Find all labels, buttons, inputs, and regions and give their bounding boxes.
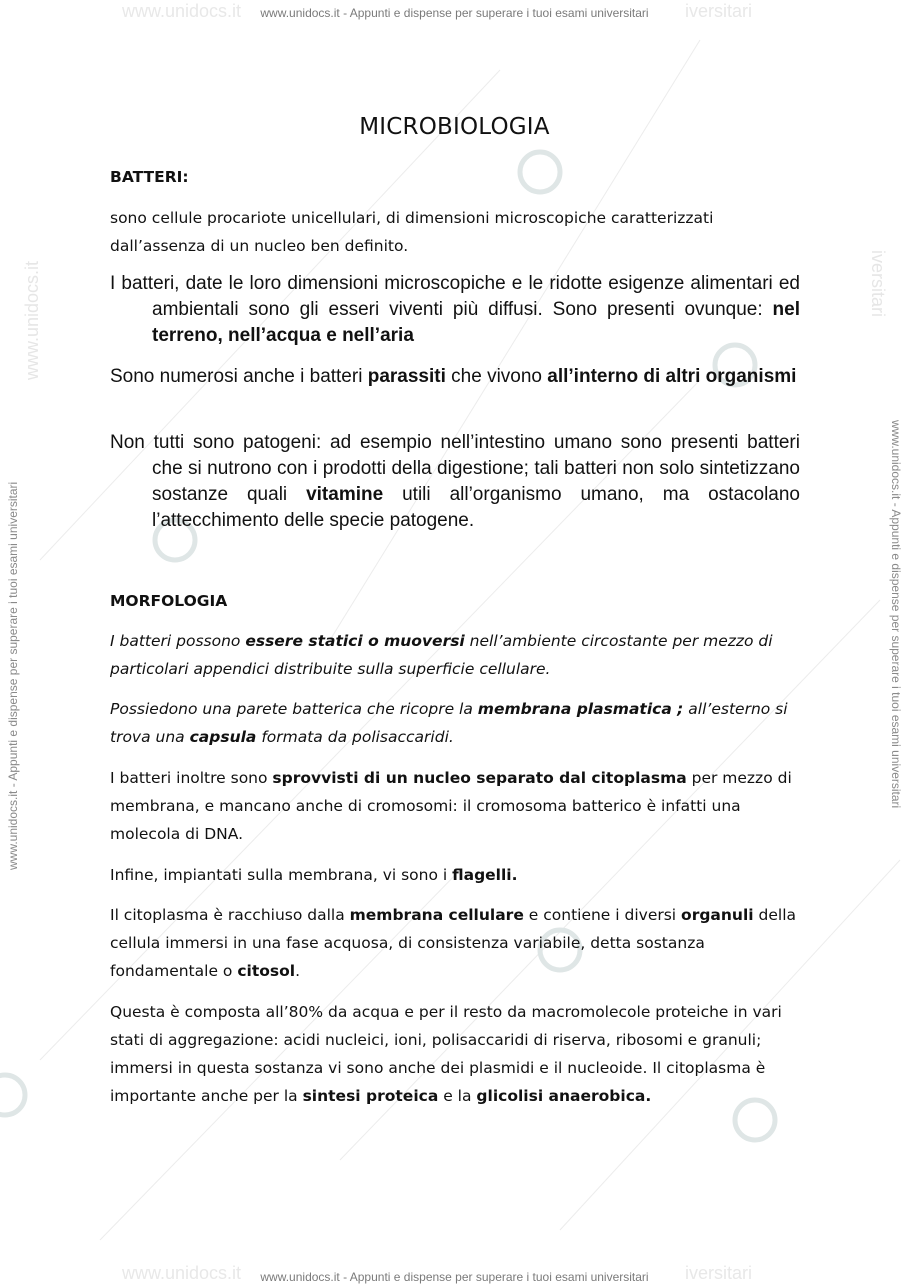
- watermark-ghost-site: www.unidocs.it: [122, 1263, 242, 1283]
- paragraph-citoplasma: Il citoplasma è racchiuso dalla membrana cellulare e contiene i diversi organuli della cellula immersi in una fase acquosa, di consistenza variabile, detta sostanza fondamentale o citosol.: [110, 906, 797, 980]
- paragraph-diffusione: I batteri, date le loro dimensioni microscopiche e le ridotte esigenze alimentari ed ambientali sono gli esseri viventi più diffusi. Sono presenti ovunque: nel terreno, nell’acqua e nell’aria: [110, 273, 800, 346]
- paragraph-patogeni: Non tutti sono patogeni: ad esempio nell’intestino umano sono presenti batteri che si nutrono con i prodotti della digestione; tali batteri non solo sintetizzano sostanze quali vitamine utili all’organismo umano, ma ostacolano l’attecchimento delle specie patogene.: [110, 432, 800, 531]
- paragraph-composizione: Questa è composta all’80% da acqua e per il resto da macromolecole proteiche in vari stati di aggregazione: acidi nucleici, ioni, polisaccaridi di riserva, ribosomi e granuli; immersi in questa sostanza vi sono anche dei plasmidi e il nucleoide. Il citoplasma è importante anche per la sintesi proteica e la glicolisi anaerobica.: [110, 1003, 782, 1105]
- paragraph-nucleo: I batteri inoltre sono sprovvisti di un nucleo separato dal citoplasma per mezzo di membrana, e mancano anche di cromosomi: il cromosoma batterico è infatti una molecola di DNA.: [110, 769, 792, 843]
- watermark-left-vertical: www.unidocs.it - Appunti e dispense per superare i tuoi esami universitari: [6, 481, 20, 870]
- paragraph-flagelli: Infine, impiantati sulla membrana, vi sono i flagelli.: [110, 866, 518, 884]
- watermark-logo-icon: [0, 1075, 25, 1115]
- watermark-ghost-vertical: iversitari: [868, 250, 888, 318]
- section-heading-morfologia: MORFOLOGIA: [110, 592, 228, 610]
- paragraph-movimento: I batteri possono essere statici o muoversi nell’ambiente circostante per mezzo di particolari appendici distribuite sulla superficie cellulare.: [110, 632, 773, 678]
- document-title: MICROBIOLOGIA: [359, 114, 550, 140]
- paragraph-parete: Possiedono una parete batterica che ricopre la membrana plasmatica ; all’esterno si trova una capsula formata da polisaccaridi.: [110, 700, 788, 746]
- watermark-ghost-tail: iversitari: [685, 1, 753, 21]
- watermark-footer: www.unidocs.it - Appunti e dispense per superare i tuoi esami universitari: [260, 1270, 649, 1284]
- section-heading-batteri: BATTERI:: [110, 168, 189, 186]
- intro-paragraph: sono cellule procariote unicellulari, di dimensioni microscopiche caratterizzati dall’assenza di un nucleo ben definito.: [110, 209, 714, 255]
- watermark-right-vertical: www.unidocs.it - Appunti e dispense per superare i tuoi esami universitari: [889, 420, 903, 809]
- watermark-ghost-site: www.unidocs.it: [122, 1, 242, 21]
- watermark-header: www.unidocs.it - Appunti e dispense per superare i tuoi esami universitari: [260, 6, 649, 20]
- watermark-ghost-tail: iversitari: [685, 1263, 753, 1283]
- watermark-ghost-vertical: www.unidocs.it: [22, 260, 42, 380]
- paragraph-parassiti: Sono numerosi anche i batteri parassiti che vivono all’interno di altri organismi: [110, 366, 797, 387]
